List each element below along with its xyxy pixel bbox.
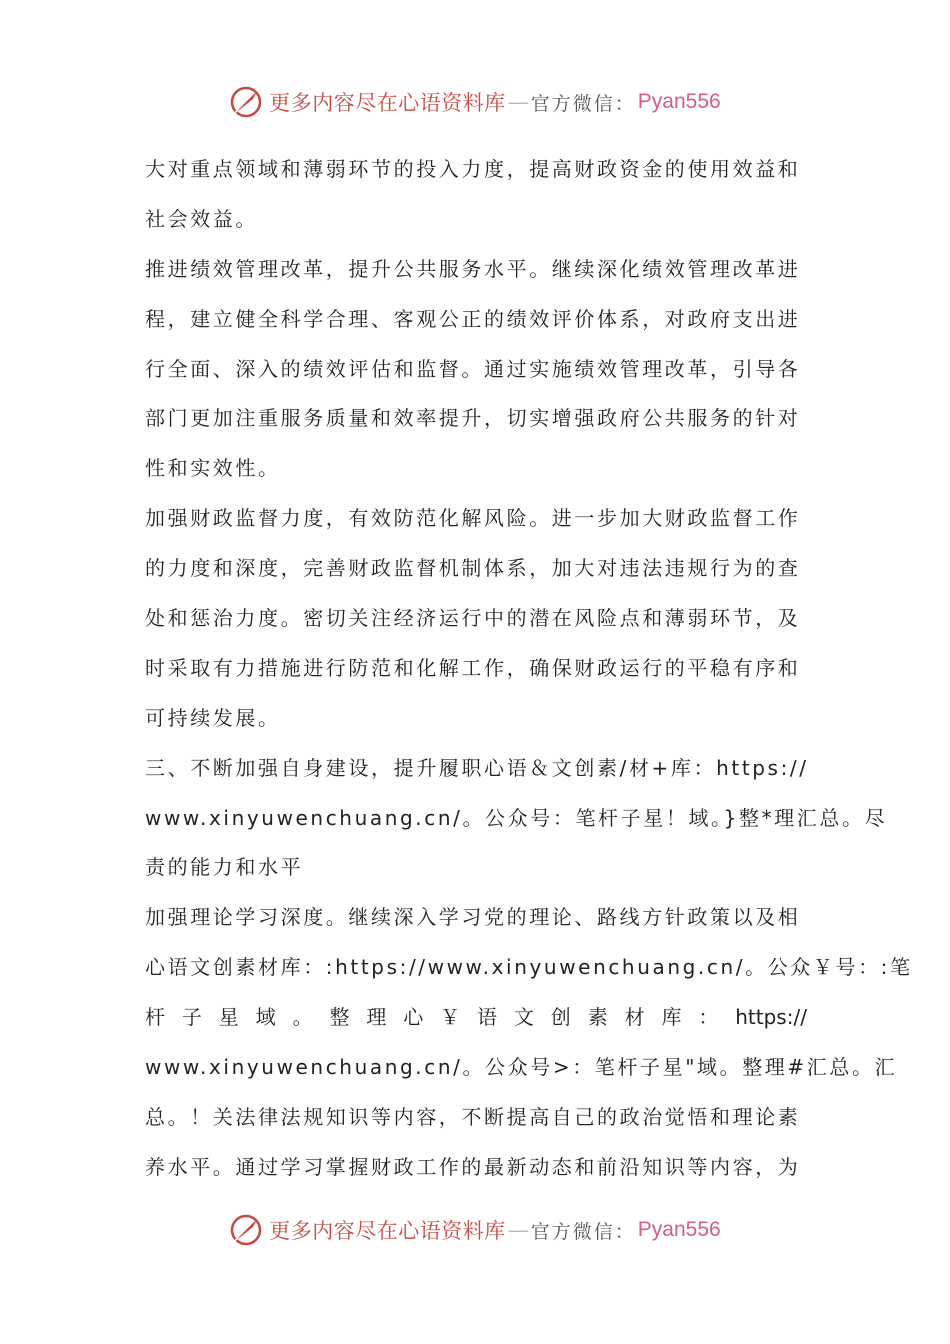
spaced-char: ： bbox=[698, 1005, 719, 1030]
spaced-char: 理 bbox=[366, 1005, 387, 1030]
footer-separator: — bbox=[507, 1218, 529, 1242]
body-line: 责的能力和水平 bbox=[145, 855, 304, 880]
body-line: 处和惩治力度。密切关注经济运行中的潜在风险点和薄弱环节，及 bbox=[145, 606, 801, 631]
spaced-char: 。 bbox=[292, 1005, 313, 1030]
body-line: www.xinyuwenchuang.cn/。公众号>：笔杆子星"域。整理#汇总。汇 bbox=[145, 1055, 898, 1080]
body-line: 推进绩效管理改革，提升公共服务水平。继续深化绩效管理改革进 bbox=[145, 256, 801, 281]
spaced-char: 整 bbox=[329, 1005, 350, 1030]
spaced-char: https:// bbox=[735, 1005, 807, 1030]
footer-official-label: 官方微信： bbox=[530, 1220, 636, 1243]
spaced-char: 心 bbox=[403, 1005, 424, 1030]
header-separator: — bbox=[507, 90, 529, 114]
footer-banner bbox=[0, 1210, 950, 1250]
spaced-char: ￥ bbox=[440, 1005, 461, 1030]
body-line: 大对重点领域和薄弱环节的投入力度，提高财政资金的使用效益和 bbox=[145, 157, 801, 181]
body-line: 总。！关法律法规知识等内容，不断提高自己的政治觉悟和理论素 bbox=[145, 1104, 801, 1129]
spaced-char: 库 bbox=[661, 1005, 682, 1030]
body-line: 心语文创素材库：:https://www.xinyuwenchuang.cn/。公众￥号：:笔 bbox=[145, 955, 913, 980]
spaced-char: 语 bbox=[477, 1005, 498, 1030]
header-main-text: 更多内容尽在心语资料库 bbox=[269, 91, 506, 115]
body-line: 养水平。通过学习掌握财政工作的最新动态和前沿知识等内容，为 bbox=[145, 1154, 801, 1179]
spaced-char: 域 bbox=[255, 1005, 276, 1030]
body-line: 部门更加注重服务质量和效率提升，切实增强政府公共服务的针对 bbox=[145, 406, 801, 431]
quill-logo-icon bbox=[229, 85, 263, 119]
spaced-char: 文 bbox=[513, 1005, 534, 1030]
body-line: 的力度和深度，完善财政监督机制体系，加大对违法违规行为的查 bbox=[145, 556, 801, 581]
body-line: 三、不断加强自身建设，提升履职心语＆文创素/材+库：https:// bbox=[145, 755, 809, 780]
body-line: 行全面、深入的绩效评估和监督。通过实施绩效管理改革，引导各 bbox=[145, 356, 801, 381]
spaced-char: 创 bbox=[550, 1005, 571, 1030]
footer-wechat-id: Pyan556 bbox=[637, 1218, 721, 1241]
spaced-char: 材 bbox=[624, 1005, 645, 1030]
footer-main-text: 更多内容尽在心语资料库 bbox=[269, 1219, 506, 1243]
body-line: 可持续发展。 bbox=[145, 705, 281, 730]
spaced-char: 星 bbox=[218, 1005, 239, 1030]
body-line: 加强财政监督力度，有效防范化解风险。进一步加大财政监督工作 bbox=[145, 506, 801, 531]
body-line: www.xinyuwenchuang.cn/。公众号：笔杆子星！域。}整*理汇总。尽 bbox=[145, 805, 888, 830]
body-line: 性和实效性。 bbox=[145, 456, 281, 481]
body-line: 社会效益。 bbox=[145, 206, 258, 231]
quill-logo-icon bbox=[229, 1213, 263, 1247]
body-line: 时采取有力措施进行防范和化解工作，确保财政运行的平稳有序和 bbox=[145, 655, 801, 680]
header-banner bbox=[0, 82, 950, 122]
header-official-label: 官方微信： bbox=[530, 92, 636, 115]
spaced-char: 素 bbox=[587, 1005, 608, 1030]
body-line: 加强理论学习深度。继续深入学习党的理论、路线方针政策以及相 bbox=[145, 905, 801, 930]
header-wechat-id: Pyan556 bbox=[637, 90, 721, 113]
body-line-spaced bbox=[145, 993, 807, 1043]
spaced-char: 杆 bbox=[145, 1005, 165, 1030]
document-body bbox=[145, 145, 913, 1193]
body-line: 程，建立健全科学合理、客观公正的绩效评价体系，对政府支出进 bbox=[145, 306, 801, 331]
spaced-char: 子 bbox=[181, 1005, 202, 1030]
